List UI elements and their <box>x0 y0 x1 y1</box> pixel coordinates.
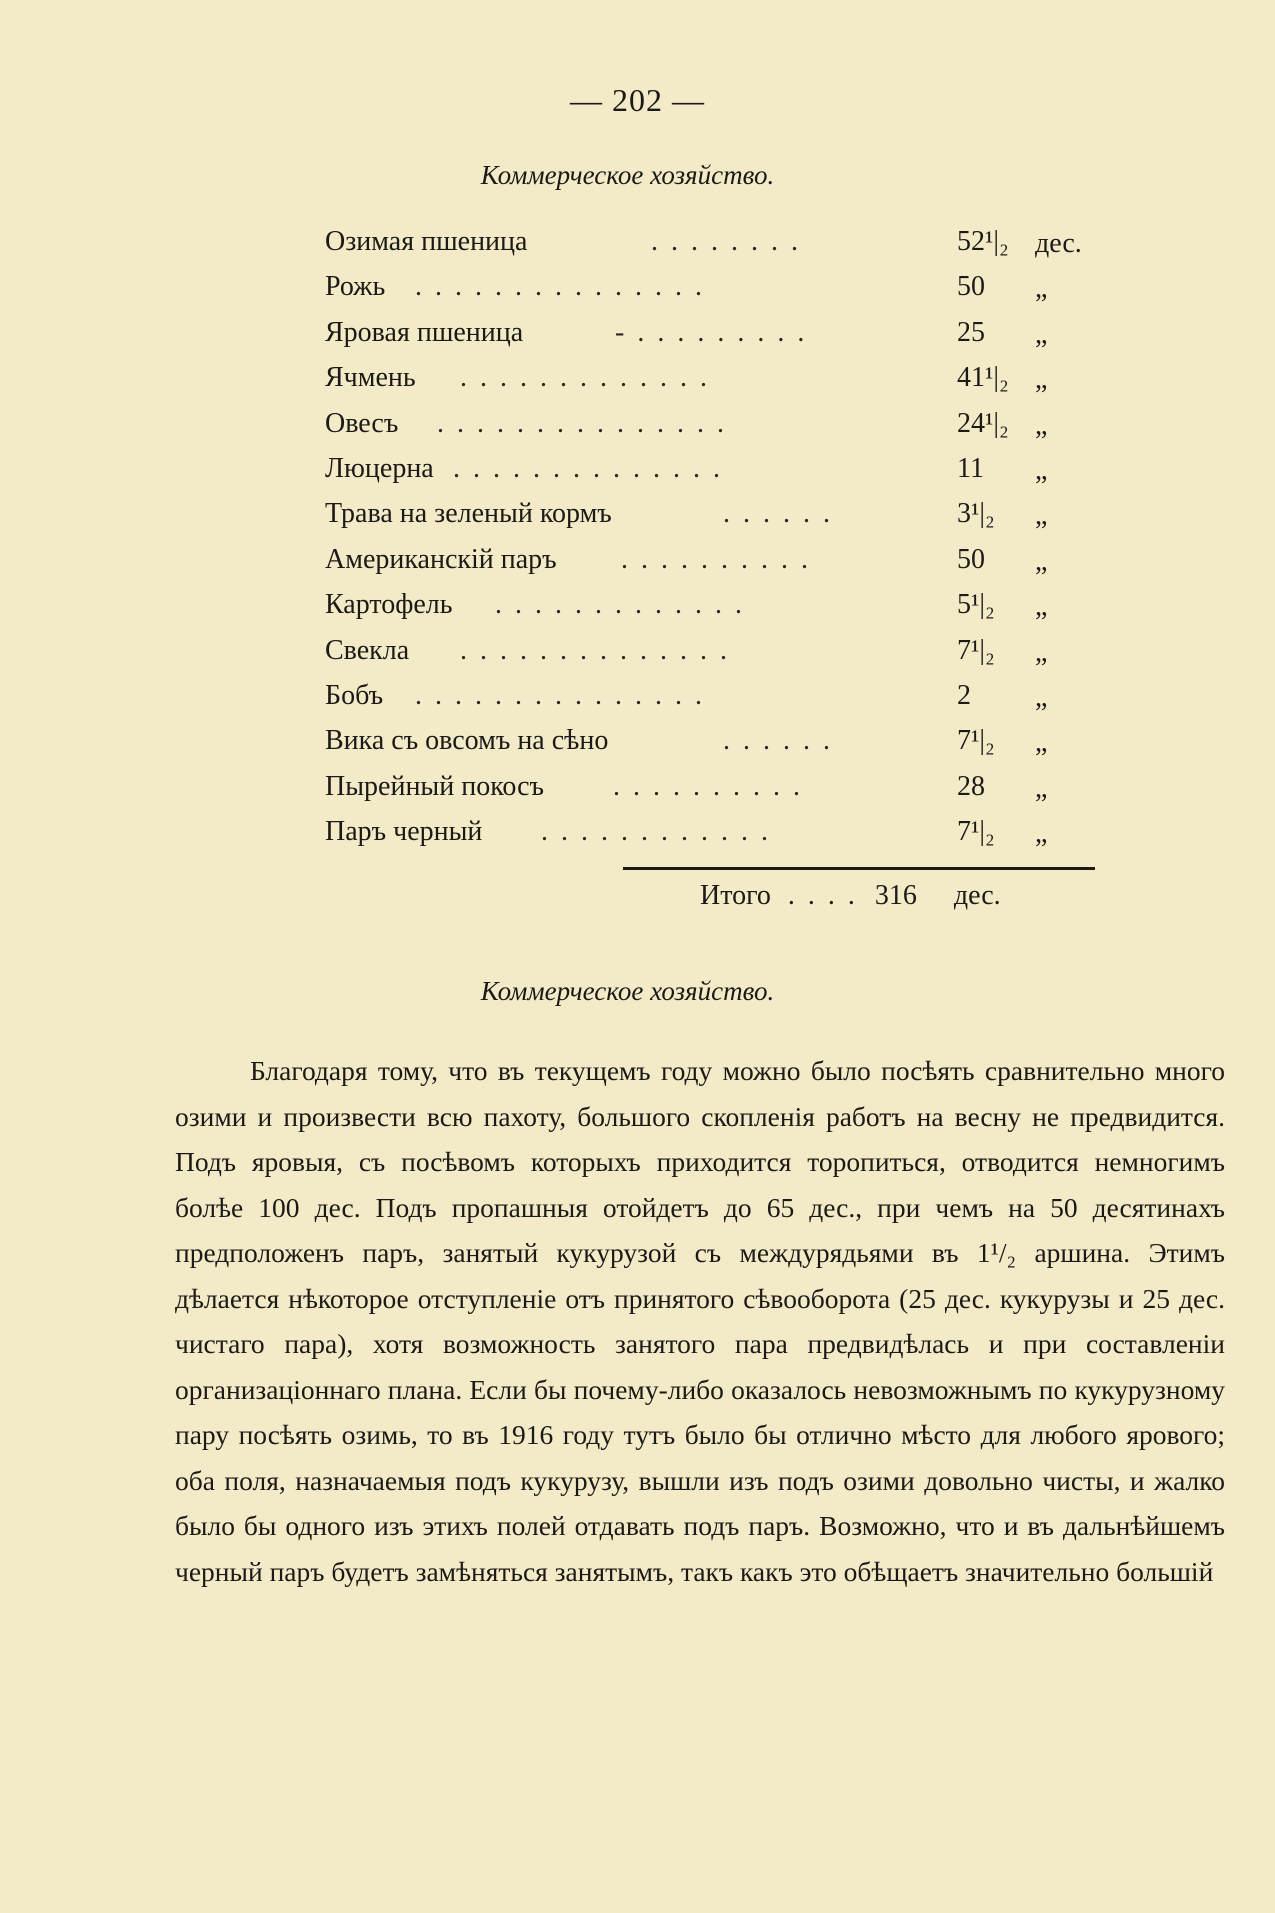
crop-area: 2 <box>957 679 971 711</box>
crop-area: 24¹|₂ <box>957 407 1009 439</box>
crop-name: Бобъ <box>325 679 384 711</box>
crop-name: Вика съ овсомъ на сѣно <box>325 725 609 757</box>
total-area: 316 <box>874 880 917 911</box>
crop-unit: „ <box>1035 364 1048 396</box>
crop-area: 11 <box>957 452 984 484</box>
dot-leader: . . . . . . . . . . <box>621 543 811 575</box>
crop-unit: „ <box>1035 818 1048 850</box>
crop-name: Американскій паръ <box>325 543 557 575</box>
crop-area: 28 <box>957 770 985 802</box>
dot-leader: . . . . . . . . . . . . . <box>495 589 745 621</box>
table-row <box>325 680 1095 725</box>
dot-leader: . . . . . . . . . . . . . <box>460 362 710 394</box>
total-label: Итого <box>700 880 771 911</box>
table-row <box>325 317 1095 362</box>
crop-unit: „ <box>1035 545 1048 577</box>
table-row <box>325 498 1095 543</box>
dot-leader: . . . . . . <box>723 498 833 530</box>
crop-name: Трава на зеленый кормъ <box>325 498 612 530</box>
crop-unit: „ <box>1035 681 1048 713</box>
crop-name: Свекла <box>325 634 410 666</box>
paragraph: Благодаря тому, что въ текущемъ году можно было посѣять сравнительно много озими и произвести всю пахоту, большого скопленія работъ на весну не предвидится. Подъ яровыя, съ посѣвомъ которыхъ приходится торопиться, отводится немногимъ болѣе 100 дес. Подъ пропашныя отойдетъ до 65 дес., при чемъ на 50 десятинахъ предположенъ паръ, занятый кукурузой съ междурядьями въ 1¹/₂ аршина. Этимъ дѣлается нѣкоторое отступленіе отъ принятого сѣвооборота (25 дес. кукурузы и 25 дес. чистаго пара), хотя возможность занятого пара предвидѣлась и при составленіи организаціоннаго плана. Если бы почему-либо оказалось невозможнымъ по кукурузному пару посѣять озимь, то въ 1916 году тутъ было бы отлично мѣсто для любого ярового; оба поля, назначаемыя подъ кукурузу, вышли изъ подъ озими довольно чисты, и жалко было бы одного изъ этихъ полей отдавать подъ паръ. Возможно, что и въ дальнѣйшемъ черный паръ будетъ замѣняться занятымъ, такъ какъ это обѣщаетъ значительно большій <box>175 1055 1225 1587</box>
crop-area: 7¹|₂ <box>957 816 995 848</box>
crop-name: Паръ черный <box>325 816 483 848</box>
crop-area: 7¹|₂ <box>957 634 995 666</box>
crop-area: 50 <box>957 543 985 575</box>
dot-leader: . . . . . . . . <box>651 226 801 257</box>
table-row <box>325 635 1095 680</box>
dot-leader: . . . . . . <box>723 725 833 757</box>
crop-area: 52¹|₂ <box>957 226 1009 257</box>
total-divider <box>623 867 1095 870</box>
table-row <box>325 271 1095 316</box>
dot-leader: . . . . . . . . . . . . . . <box>460 634 730 666</box>
crop-unit: „ <box>1035 273 1048 305</box>
crop-unit: „ <box>1035 772 1048 804</box>
crop-unit: „ <box>1035 591 1048 623</box>
table-row <box>325 589 1095 634</box>
crop-area: 25 <box>957 316 985 348</box>
crop-unit: „ <box>1035 636 1048 668</box>
dot-leader: . . . . . . . . . . . . . . . <box>415 679 705 711</box>
crop-unit: „ <box>1035 500 1048 532</box>
crop-name: Озимая пшеница <box>325 226 528 257</box>
table-row <box>325 362 1095 407</box>
dot-leader: . . . . . . . . . . . . <box>541 816 771 848</box>
page-number: — 202 — <box>570 82 705 118</box>
crop-unit: дес. <box>1035 228 1082 259</box>
section-heading: Коммерческое хозяйство. <box>480 976 775 1006</box>
crop-table <box>325 226 1095 861</box>
dot-leader: . . . . <box>787 880 858 911</box>
crop-area: 3¹|₂ <box>957 498 995 530</box>
dot-leader: . . . . . . . . . . . . . . . <box>437 407 727 439</box>
crop-name: Яровая пшеница <box>325 316 524 348</box>
crop-unit: „ <box>1035 727 1048 759</box>
table-row <box>325 544 1095 589</box>
total-row <box>700 880 1011 912</box>
body-text <box>175 1048 1225 1594</box>
dot-leader: - . . . . . . . . . <box>615 316 808 348</box>
dot-leader: . . . . . . . . . . . . . . <box>453 452 723 484</box>
crop-area: 5¹|₂ <box>957 589 995 621</box>
crop-area: 7¹|₂ <box>957 725 995 757</box>
crop-unit: „ <box>1035 454 1048 486</box>
crop-unit: „ <box>1035 409 1048 441</box>
table-row <box>325 816 1095 861</box>
crop-name: Рожь <box>325 271 386 303</box>
crop-name: Овесъ <box>325 407 399 439</box>
table-row <box>325 408 1095 453</box>
table-row <box>325 771 1095 816</box>
table-row <box>325 725 1095 770</box>
crop-name: Люцерна <box>325 452 434 484</box>
crop-name: Ячмень <box>325 362 416 394</box>
crop-name: Пырейный покосъ <box>325 770 544 802</box>
crop-unit: „ <box>1035 318 1048 350</box>
table-row <box>325 453 1095 498</box>
total-unit: дес. <box>953 880 1001 911</box>
crop-name: Картофель <box>325 589 453 621</box>
dot-leader: . . . . . . . . . . <box>613 770 803 802</box>
dot-leader: . . . . . . . . . . . . . . . <box>415 271 705 303</box>
crop-area: 41¹|₂ <box>957 362 1009 394</box>
section-heading: Коммерческое хозяйство. <box>480 160 775 190</box>
crop-area: 50 <box>957 271 985 303</box>
table-row <box>325 226 1095 271</box>
